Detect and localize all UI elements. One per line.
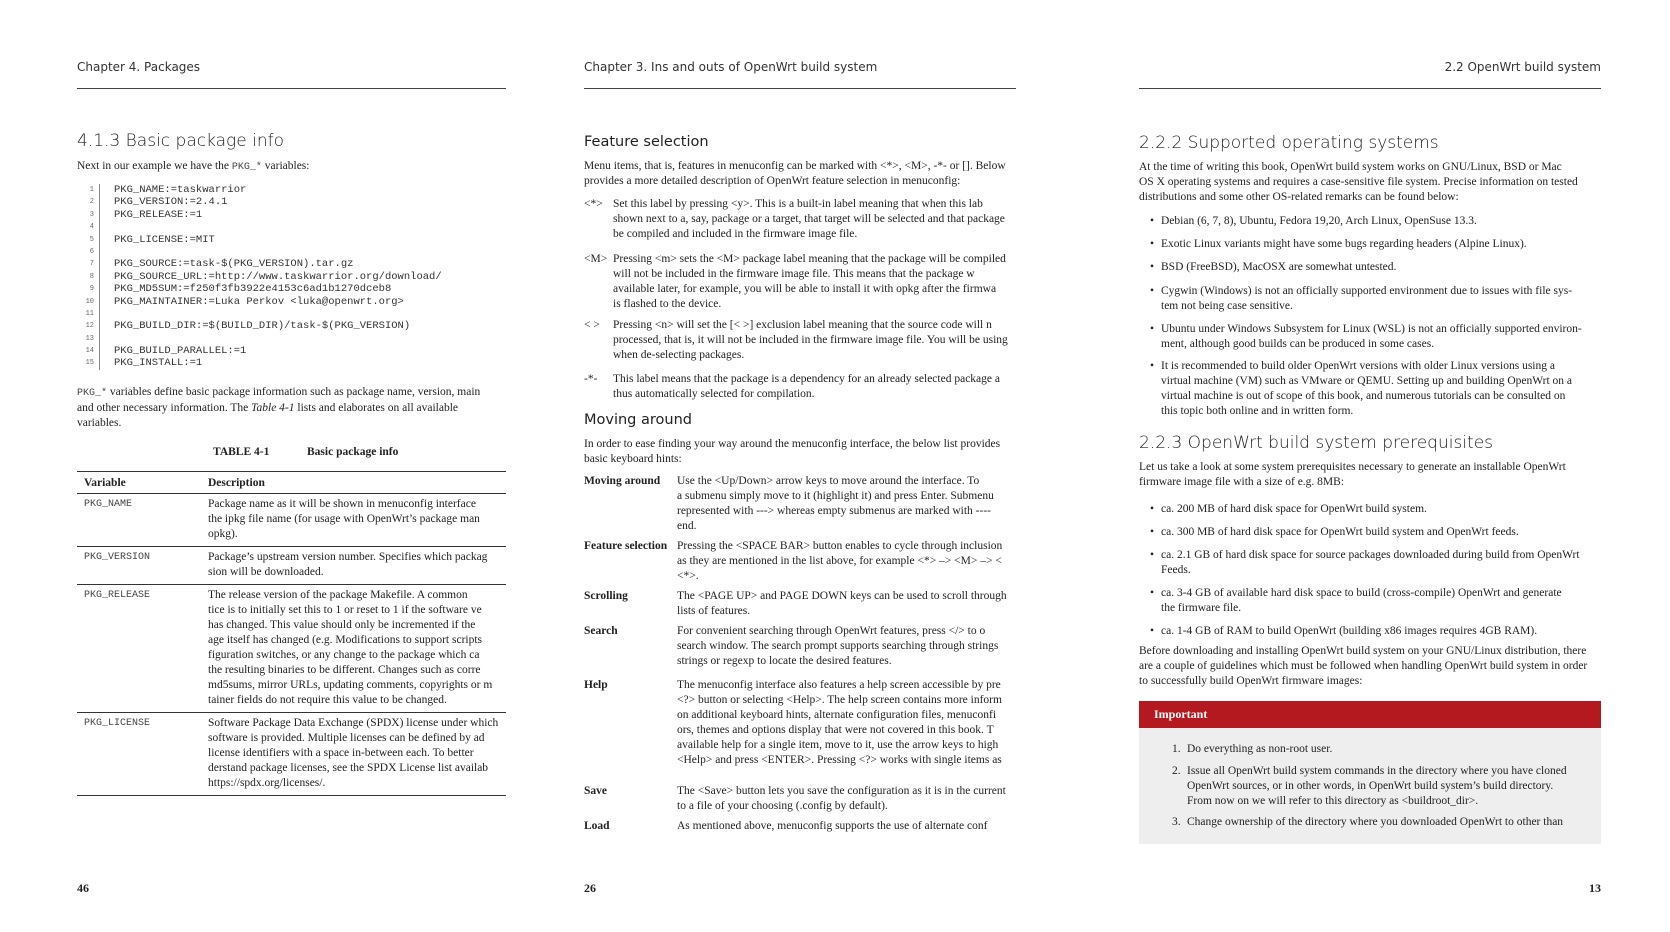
item-number: 2.	[1172, 765, 1181, 777]
description-line: md5sums, mirror URLs, updating comments, copyrights or m	[208, 679, 493, 691]
bullet: •	[1150, 285, 1155, 297]
bullet: •	[1150, 323, 1155, 335]
list-item-line: It is recommended to build older OpenWrt versions with older Linux versions using a	[1161, 360, 1555, 372]
variable-description	[208, 497, 506, 542]
code-text: PKG_SOURCE_URL:=http://www.taskwarrior.org/download/	[114, 270, 442, 283]
line-number: 9	[89, 285, 94, 294]
variable-description	[208, 550, 506, 580]
definition-line: when de-selecting packages.	[613, 349, 745, 361]
code-line	[77, 196, 506, 208]
gutter-rule	[99, 221, 100, 233]
table-row	[77, 494, 506, 547]
table-caption: Basic package info	[307, 446, 399, 458]
definition-line: shown next to a, say, package or a target, that target will be selected and that package	[613, 213, 1005, 225]
description-line: tice is to initially set this to 1 or reset to 1 if the software ve	[208, 604, 482, 616]
page-chapter-4	[77, 0, 506, 932]
definition-line: strings or regexp to locate the desired features.	[677, 655, 892, 667]
page-number: 13	[1589, 881, 1601, 895]
definition-line: Set this label by pressing <y>. This is a built-in label meaning that when this lab	[613, 198, 983, 210]
gutter-rule	[99, 333, 100, 345]
prereq-intro: Let us take a look at some system prerequisites necessary to generate an installable OpenWrt firmware image file with a size of e.g. 8MB:	[1139, 461, 1566, 488]
item-line: OpenWrt sources, or in other words, in OpenWrt build system’s build directory.	[1187, 780, 1554, 792]
term: <*>	[584, 198, 603, 210]
description-line: Software Package Data Exchange (SPDX) license under which	[208, 717, 499, 729]
code-text: PKG_SOURCE:=task-$(PKG_VERSION).tar.gz	[114, 258, 354, 271]
definition-line: lists of features.	[677, 605, 751, 617]
guidelines-paragraph: Before downloading and installing OpenWrt build system on your GNU/Linux distribution, there are a couple of guidelines which must be followed when handling OpenWrt build system in order to successfully build OpenWrt firmware images:	[1139, 645, 1588, 687]
list-item-line: the firmware file.	[1161, 602, 1242, 614]
variables-paragraph: PKG_* variables define basic package information such as package name, version, main and other necessary information. The Table 4-1 lists and elaborates on all available variables.	[77, 386, 481, 429]
definition-line: on additional keyboard hints, alternate configuration files, menuconfi	[677, 709, 997, 721]
description-line: https://spdx.org/licenses/.	[208, 777, 326, 789]
list-item-line: ment, although good builds can be produced in some cases.	[1161, 338, 1435, 350]
list-item-line: ca. 200 MB of hard disk space for OpenWrt build system.	[1161, 503, 1427, 515]
variable-name: PKG_NAME	[84, 499, 133, 510]
term: Help	[584, 679, 608, 691]
table-row	[77, 713, 506, 795]
definition-line: The <PAGE UP> and PAGE DOWN keys can be used to scroll through	[677, 590, 1007, 602]
gutter-rule	[99, 345, 100, 357]
definition-line: Pressing <m> sets the <M> package label meaning that the package will be compiled	[613, 253, 1006, 265]
list-item-line: Exotic Linux variants might have some bugs regarding headers (Alpine Linux).	[1161, 238, 1527, 250]
code-line	[77, 184, 506, 196]
numbered-item	[1172, 742, 1587, 757]
feature-intro: Menu items, that is, features in menuconfig can be marked with <*>, <M>, -*- or []. Below provides a more detailed description of OpenWrt feature selection in menuconfig:	[584, 160, 1006, 187]
bullet: •	[1150, 526, 1155, 538]
code-listing	[77, 184, 506, 370]
important-box	[1139, 728, 1601, 844]
gutter-rule	[99, 357, 100, 369]
page-number: 46	[77, 881, 89, 895]
definition-line: Pressing <n> will set the [< >] exclusion label meaning that the source code will n	[613, 319, 992, 331]
gutter-rule	[99, 246, 100, 258]
moving-intro: In order to ease finding your way around the menuconfig interface, the below list provides basic keyboard hints:	[584, 438, 1001, 465]
item-line: Issue all OpenWrt build system commands in the directory where you have cloned	[1187, 765, 1567, 777]
list-item	[1150, 525, 1601, 540]
term: Load	[584, 820, 610, 832]
list-item-line: Cygwin (Windows) is not an officially supported environment due to issues with file sys-	[1161, 285, 1573, 297]
code-line	[77, 357, 506, 369]
definition-line: processed, that is, it will not be included in the firmware image file. You will be using	[613, 334, 1008, 346]
description-line: Package name as it will be shown in menuconfig interface	[208, 498, 476, 510]
list-item	[1150, 624, 1601, 639]
header-rule	[584, 88, 1016, 89]
item-line: Do everything as non-root user.	[1187, 743, 1333, 755]
term: Moving around	[584, 475, 661, 487]
description-line: tainer fields do not require this value to be changed.	[208, 694, 447, 706]
code-line	[77, 234, 506, 246]
page-section-2-2	[1139, 0, 1601, 932]
table-header-variable: Variable	[84, 476, 126, 489]
code-line	[77, 271, 506, 283]
line-number: 7	[89, 260, 94, 269]
code-line	[77, 333, 506, 345]
description-line: sion will be downloaded.	[208, 566, 324, 578]
code-line	[77, 345, 506, 357]
list-item-line: ca. 3-4 GB of available hard disk space to build (cross-compile) OpenWrt and generate	[1161, 587, 1562, 599]
term: <M>	[584, 253, 608, 265]
important-box-title: Important	[1139, 701, 1601, 728]
supported-intro: At the time of writing this book, OpenWrt build system works on GNU/Linux, BSD or Mac OS X operating systems and requires a case-sensitive file system. Precise information on tested distributions and some other OS-related remarks can be found below:	[1139, 161, 1578, 203]
line-number: 5	[89, 235, 94, 244]
term: Save	[584, 785, 607, 797]
item-number: 3.	[1172, 816, 1181, 828]
section-title: 4.1.3 Basic package info	[77, 131, 285, 151]
intro-paragraph: Next in our example we have the PKG_* variables:	[77, 160, 310, 173]
list-item-line: this topic both online and in written form.	[1161, 405, 1354, 417]
code-line	[77, 258, 506, 270]
gutter-rule	[99, 184, 100, 196]
line-number: 12	[85, 322, 94, 331]
bullet: •	[1150, 625, 1155, 637]
line-number: 2	[89, 198, 94, 207]
item-line: From now on we will refer to this directory as <buildroot_dir>.	[1187, 795, 1479, 807]
code-text: PKG_LICENSE:=MIT	[114, 233, 215, 246]
variable-description	[208, 588, 506, 708]
bullet: •	[1150, 261, 1155, 273]
description-line: Package’s upstream version number. Specifies which packag	[208, 551, 488, 563]
definition-line: is flashed to the device.	[613, 298, 722, 310]
gutter-rule	[99, 258, 100, 270]
term: -*-	[584, 373, 598, 385]
list-item-line: Feeds.	[1161, 564, 1191, 576]
definition-line: will not be included in the firmware image file. This means that the package w	[613, 268, 975, 280]
gutter-rule	[99, 283, 100, 295]
description-line: the resulting binaries to be different. Changes such as corre	[208, 664, 481, 676]
line-number: 3	[89, 210, 94, 219]
definition-line: to a file of your choosing (.config by default).	[677, 800, 888, 812]
running-header: Chapter 4. Packages	[77, 60, 201, 74]
line-number: 14	[85, 347, 94, 356]
definition-line: <Help> and press <ENTER>. Pressing <?> works with single items as	[677, 754, 1002, 766]
description-line: has changed. This value should only be incremented if the	[208, 619, 476, 631]
bullet: •	[1150, 238, 1155, 250]
table-row	[77, 585, 506, 713]
header-rule	[1139, 88, 1601, 89]
description-line: license identifiers with a space in-between each. To better	[208, 747, 474, 759]
gutter-rule	[99, 234, 100, 246]
item-number: 1.	[1172, 743, 1181, 755]
term: Feature selection	[584, 540, 668, 552]
item-line: Change ownership of the directory where you downloaded OpenWrt to other than	[1187, 816, 1564, 828]
definition-line: This label means that the package is a dependency for an already selected package a	[613, 373, 1000, 385]
line-number: 15	[85, 359, 94, 368]
description-line: opkg).	[208, 528, 238, 540]
description-line: age itself has changed (e.g. Modifications to support scripts	[208, 634, 483, 646]
code-text: PKG_MD5SUM:=f250f3fb3922e4153c6ad1b1270dceb8	[114, 283, 392, 296]
term: < >	[584, 319, 600, 331]
code-text: PKG_BUILD_DIR:=$(BUILD_DIR)/task-$(PKG_VERSION)	[114, 320, 411, 333]
list-item-line: BSD (FreeBSD), MacOSX are somewhat untested.	[1161, 261, 1397, 273]
definition-line: <?> button or selecting <Help>. The help screen contains more inform	[677, 694, 1002, 706]
definition-line: The <Save> button lets you save the configuration as it is in the current	[677, 785, 1006, 797]
line-number: 10	[85, 297, 94, 306]
heading-supported-os: 2.2.2 Supported operating systems	[1139, 133, 1439, 153]
line-number: 13	[85, 334, 94, 343]
list-item-line: virtual machine (VM) such as VMware or QEMU. Setting up and building OpenWrt on a	[1161, 375, 1573, 387]
definition-line: <*>.	[677, 570, 699, 582]
definition-line: as they are mentioned in the list above, for example <*> –> <M> –> <	[677, 555, 1002, 567]
code-line	[77, 221, 506, 233]
code-text: PKG_BUILD_PARALLEL:=1	[114, 345, 247, 358]
description-line: software is provided. Multiple licenses can be defined by ad	[208, 732, 485, 744]
list-item	[1150, 586, 1601, 616]
description-line: figuration switches, or any change to the package which ca	[208, 649, 480, 661]
code-text: PKG_NAME:=taskwarrior	[114, 184, 247, 196]
page-chapter-3	[584, 0, 1016, 932]
heading-moving-around: Moving around	[584, 412, 692, 428]
numbered-item	[1172, 815, 1587, 830]
gutter-rule	[99, 296, 100, 308]
heading-prerequisites: 2.2.3 OpenWrt build system prerequisites	[1139, 433, 1494, 453]
description-line: The release version of the package Makefile. A common	[208, 589, 468, 601]
gutter-rule	[99, 196, 100, 208]
list-item-line: virtual machine is out of scope of this book, and numerous tutorials can be consulted on	[1161, 390, 1566, 402]
list-item-line: Debian (6, 7, 8), Ubuntu, Fedora 19,20, Arch Linux, OpenSuse 13.3.	[1161, 215, 1477, 227]
definition-line: ors, themes and options display that were not covered in this book. T	[677, 724, 994, 736]
bullet: •	[1150, 503, 1155, 515]
code-line	[77, 320, 506, 332]
definition-line: be compiled and included in the firmware image file.	[613, 228, 858, 240]
list-item	[1150, 260, 1601, 275]
list-item-line: Ubuntu under Windows Subsystem for Linux (WSL) is not an officially supported environ-	[1161, 323, 1582, 335]
table-header-description: Description	[208, 476, 265, 489]
description-line: the ipkg file name (for usage with OpenWrt’s package man	[208, 513, 480, 525]
variable-name: PKG_VERSION	[84, 552, 151, 563]
definition-line: For convenient searching through OpenWrt features, press </> to o	[677, 625, 986, 637]
list-item-line: ca. 2.1 GB of hard disk space for source packages downloaded during build from OpenWrt	[1161, 549, 1580, 561]
page-number: 26	[584, 881, 596, 895]
bullet: •	[1150, 360, 1155, 372]
list-item	[1150, 359, 1601, 419]
code-text: PKG_INSTALL:=1	[114, 357, 203, 370]
table-header	[77, 472, 506, 494]
definition-line: a submenu simply move to it (highlight it) and press Enter. Submenu	[677, 490, 994, 502]
bullet: •	[1150, 587, 1155, 599]
variable-description	[208, 716, 506, 791]
list-item-line: tem not being case sensitive.	[1161, 300, 1293, 312]
code-text: PKG_VERSION:=2.4.1	[114, 196, 228, 209]
code-line	[77, 296, 506, 308]
numbered-item	[1172, 764, 1587, 809]
variable-name: PKG_LICENSE	[84, 718, 151, 729]
line-number: 4	[89, 223, 94, 232]
term: Search	[584, 625, 618, 637]
list-item	[1150, 237, 1601, 252]
running-header: 2.2 OpenWrt build system	[1444, 60, 1601, 74]
running-header: Chapter 3. Ins and outs of OpenWrt build system	[584, 60, 878, 74]
definition-line: search window. The search prompt supports searching through strings	[677, 640, 999, 652]
basic-package-info-table	[77, 471, 506, 796]
heading-feature-selection: Feature selection	[584, 134, 709, 150]
line-number: 6	[89, 247, 94, 256]
bullet: •	[1150, 215, 1155, 227]
code-line	[77, 246, 506, 258]
list-item-line: ca. 300 MB of hard disk space for OpenWrt build system and OpenWrt feeds.	[1161, 526, 1519, 538]
line-number: 11	[85, 309, 94, 318]
definition-line: As mentioned above, menuconfig supports the use of alternate conf	[677, 820, 988, 832]
code-line	[77, 283, 506, 295]
list-item-line: ca. 1-4 GB of RAM to build OpenWrt (building x86 images requires 4GB RAM).	[1161, 625, 1538, 637]
table-label: TABLE 4-1	[213, 446, 270, 458]
definition-line: end.	[677, 520, 697, 532]
gutter-rule	[99, 320, 100, 332]
gutter-rule	[99, 308, 100, 320]
gutter-rule	[99, 209, 100, 221]
list-item	[1150, 284, 1601, 314]
variable-name: PKG_RELEASE	[84, 590, 151, 601]
definition-line: available help for a single item, move to it, use the arrow keys to high	[677, 739, 999, 751]
header-rule	[77, 88, 506, 89]
code-text: PKG_MAINTAINER:=Luka Perkov <luka@openwrt.org>	[114, 295, 404, 308]
list-item	[1150, 502, 1601, 517]
bullet: •	[1150, 549, 1155, 561]
definition-line: The menuconfig interface also features a help screen accessible by pre	[677, 679, 1001, 691]
line-number: 1	[89, 186, 94, 194]
code-text: PKG_RELEASE:=1	[114, 208, 203, 221]
table-row	[77, 547, 506, 585]
definition-line: Pressing the <SPACE BAR> button enables to cycle through inclusion	[677, 540, 1003, 552]
code-line	[77, 209, 506, 221]
gutter-rule	[99, 271, 100, 283]
list-item	[1150, 548, 1601, 578]
definition-line: represented with ---> whereas empty submenus are marked with ----	[677, 505, 991, 517]
code-line	[77, 308, 506, 320]
description-line: derstand package licenses, see the SPDX License list availab	[208, 762, 489, 774]
definition-line: thus automatically selected for compilation.	[613, 388, 815, 400]
line-number: 8	[89, 272, 94, 281]
term: Scrolling	[584, 590, 628, 602]
list-item	[1150, 214, 1601, 229]
definition-line: available later, for example, you will be able to install it with opkg after the firmwa	[613, 283, 997, 295]
list-item	[1150, 322, 1601, 352]
definition-line: Use the <Up/Down> arrow keys to move around the interface. To	[677, 475, 980, 487]
